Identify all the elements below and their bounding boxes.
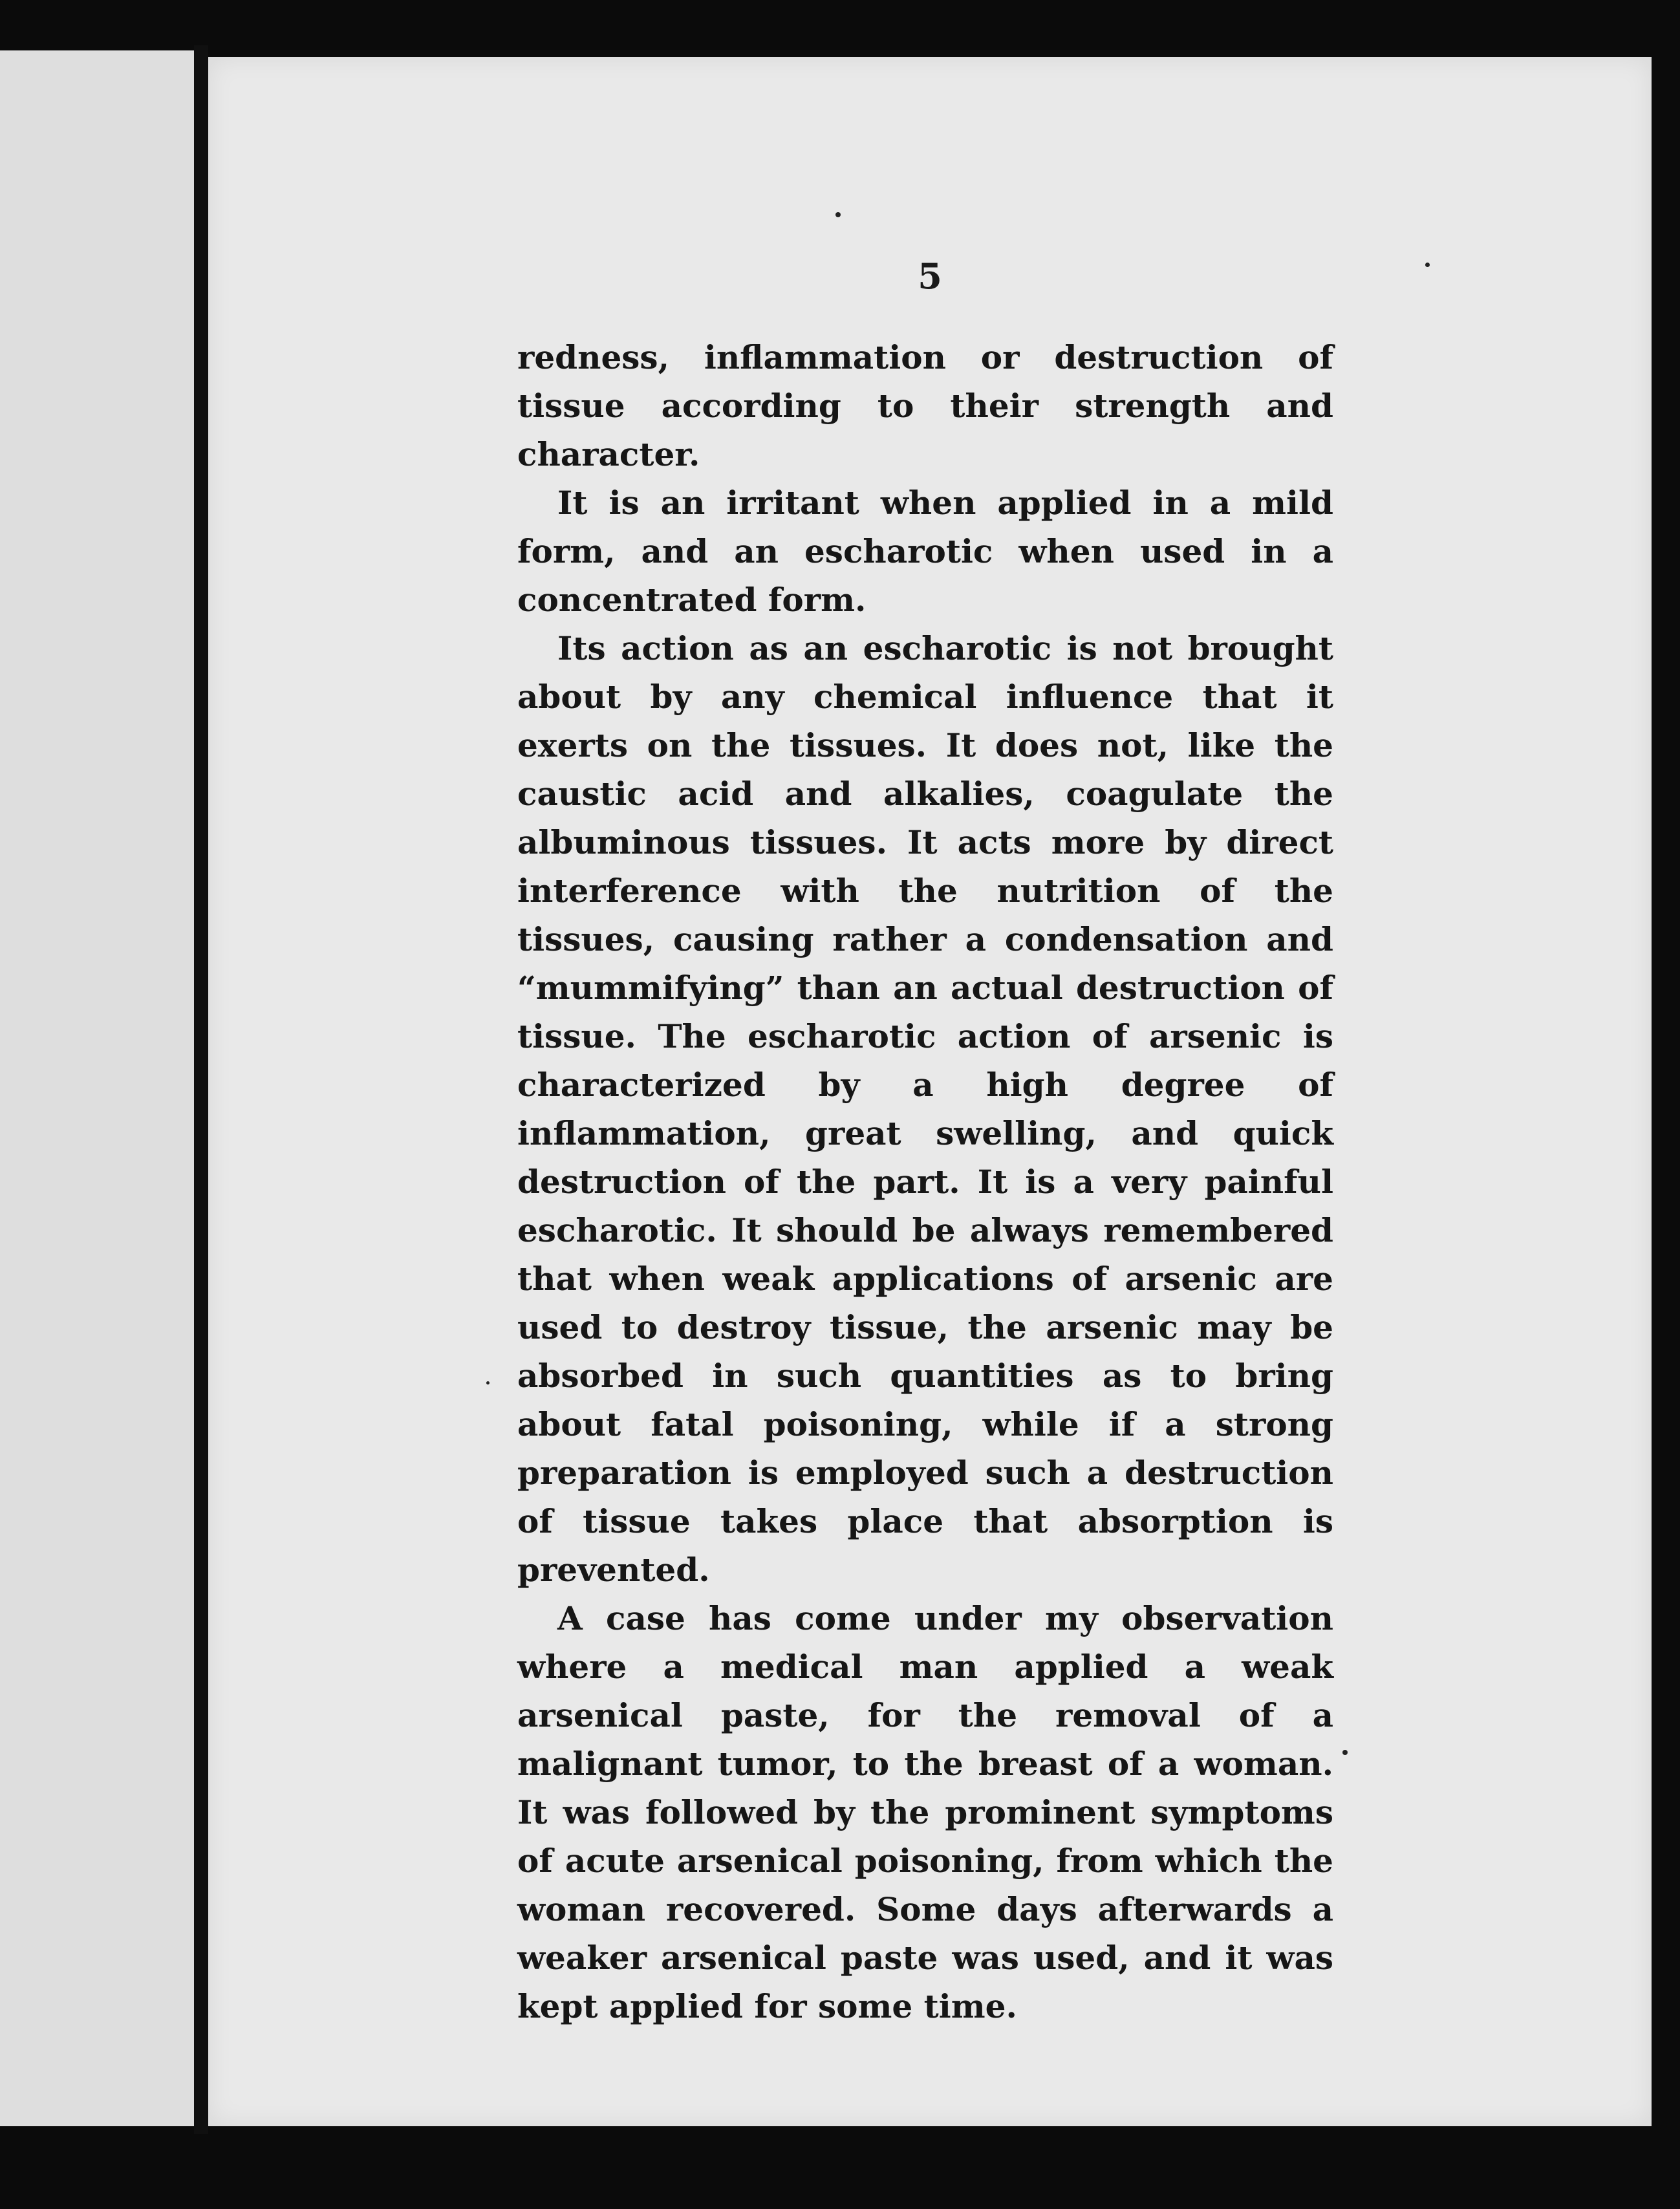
paragraph: It is an irritant when applied in a mild form, and an escharotic when used in a concentrated form. — [517, 484, 1333, 619]
book-gutter — [194, 45, 208, 2134]
scan-speck — [835, 212, 841, 217]
body-text — [517, 333, 1333, 2031]
paragraph: redness, inflammation or destruction of tissue according to their strength and character. — [517, 338, 1333, 473]
scan-speck — [486, 1381, 490, 1385]
paragraph: Its action as an escharotic is not brought about by any chemical influence that it exerts on the tissues. It does not, like the caustic acid and alkalies, coagulate the albuminous tissues. It acts more by direct interference with the nutrition of the tissues, causing rather a condensation and “mummifying” than an actual destruction of tissue. The escharotic action of arsenic is characterized by a high degree of inflammation, great swelling, and quick destruction of the part. It is a very painful escharotic. It should be always remembered that when weak applications of arsenic are used to destroy tissue, the arsenic may be absorbed in such quantities as to bring about fatal poisoning, while if a strong preparation is employed such a destruction of tissue takes place that absorption is prevented. — [517, 629, 1333, 1589]
scan-speck — [1425, 263, 1430, 267]
page-number: 5 — [918, 255, 942, 297]
paragraph: A case has come under my observation where a medical man applied a weak arsenical paste, for the removal of a malignant tumor, to the breast of a woman. It was followed by the prominent symptoms of acute arsenical poisoning, from which the woman recovered. Some days afterwards a weaker arsenical paste was used, and it was kept applied for some time. — [517, 1599, 1333, 2025]
scan-speck — [1342, 1750, 1348, 1755]
facing-page-edge — [0, 50, 194, 2126]
